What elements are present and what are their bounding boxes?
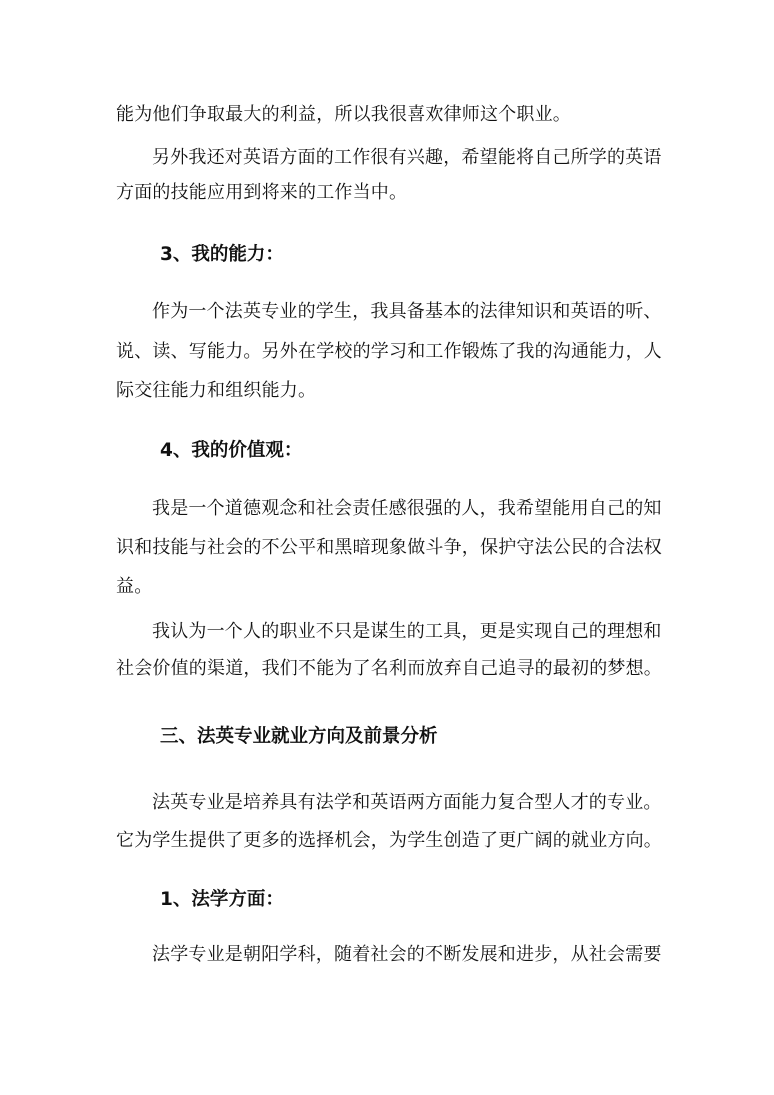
paragraph-line: 能为他们争取最大的利益，所以我很喜欢律师这个职业。 — [116, 104, 571, 125]
chapter-heading: 三、法英专业就业方向及前景分析 — [160, 726, 438, 747]
paragraph-line: 社会价值的渠道，我们不能为了名利而放弃自己追寻的最初的梦想。 — [116, 658, 662, 679]
paragraph-line: 另外我还对英语方面的工作很有兴趣，希望能将自己所学的英语 — [152, 147, 662, 168]
paragraph-line: 它为学生提供了更多的选择机会，为学生创造了更广阔的就业方向。 — [116, 830, 662, 851]
paragraph-line: 作为一个法英专业的学生，我具备基本的法律知识和英语的听、 — [152, 301, 662, 322]
section-heading: 4、我的价值观： — [160, 440, 303, 461]
paragraph-line: 法英专业是培养具有法学和英语两方面能力复合型人才的专业。 — [152, 792, 662, 813]
paragraph-line: 际交往能力和组织能力。 — [116, 380, 317, 401]
paragraph-line: 方面的技能应用到将来的工作当中。 — [116, 182, 408, 203]
paragraph-line: 益。 — [116, 576, 153, 597]
section-heading: 1、法学方面： — [160, 889, 284, 910]
paragraph-line: 识和技能与社会的不公平和黑暗现象做斗争，保护守法公民的合法权 — [116, 537, 662, 558]
paragraph-line: 说、读、写能力。另外在学校的学习和工作锻炼了我的沟通能力，人 — [116, 341, 662, 362]
paragraph-line: 法学专业是朝阳学科，随着社会的不断发展和进步，从社会需要 — [152, 944, 662, 965]
paragraph-line: 我认为一个人的职业不只是谋生的工具，更是实现自己的理想和 — [152, 621, 662, 642]
section-heading: 3、我的能力： — [160, 244, 284, 265]
paragraph-line: 我是一个道德观念和社会责任感很强的人，我希望能用自己的知 — [152, 498, 662, 519]
